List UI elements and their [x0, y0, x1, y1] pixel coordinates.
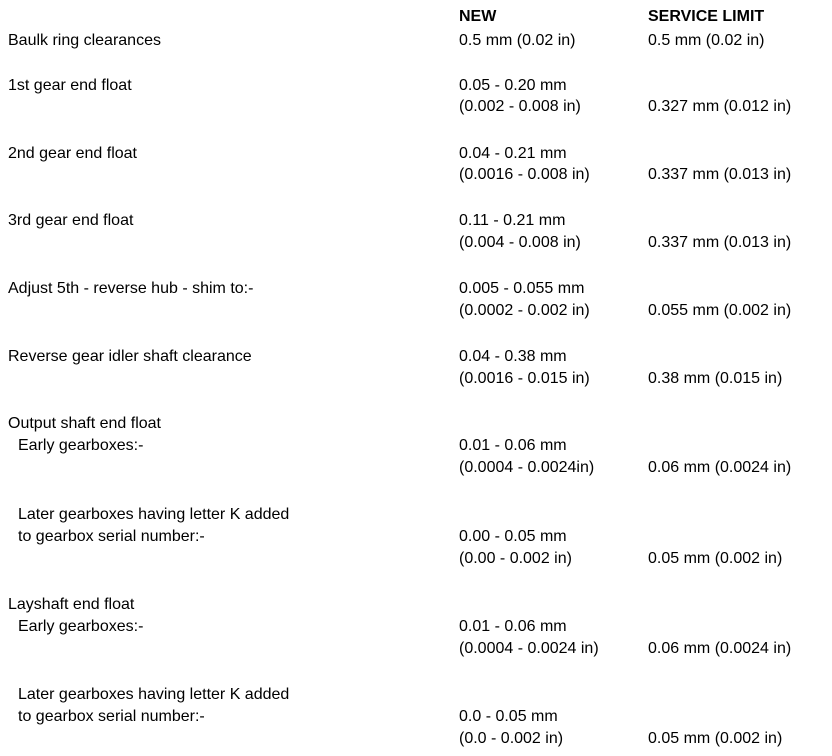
row-limit-value: 0.055 mm (0.002 in): [648, 302, 792, 319]
row-limit-value: 0.337 mm (0.013 in): [648, 166, 792, 183]
row-limit-value: 0.5 mm (0.02 in): [648, 32, 765, 49]
row-sub-label: to gearbox serial number:-: [18, 708, 205, 725]
row-limit-value: 0.05 mm (0.002 in): [648, 730, 783, 747]
row-sub-label: Later gearboxes having letter K added: [18, 506, 290, 523]
row-sub-label: Early gearboxes:-: [18, 437, 144, 454]
row-new-value-mm: 0.005 - 0.055 mm: [459, 280, 585, 297]
row-new-value: 0.5 mm (0.02 in): [459, 32, 576, 49]
row-label: Adjust 5th - reverse hub - shim to:-: [8, 280, 254, 297]
row-label: Output shaft end float: [8, 415, 161, 432]
row-label: Baulk ring clearances: [8, 32, 161, 49]
row-limit-value: 0.38 mm (0.015 in): [648, 370, 783, 387]
row-new-value-in: (0.0016 - 0.015 in): [459, 370, 590, 387]
row-new-value-in: (0.0004 - 0.0024 in): [459, 640, 599, 657]
row-new-value-mm: 0.01 - 0.06 mm: [459, 618, 567, 635]
row-new-value-in: (0.0004 - 0.0024in): [459, 459, 595, 476]
row-new-value-in: (0.004 - 0.008 in): [459, 234, 581, 251]
header-service-limit: SERVICE LIMIT: [648, 8, 765, 25]
row-limit-value: 0.337 mm (0.013 in): [648, 234, 792, 251]
row-label: 3rd gear end float: [8, 212, 134, 229]
row-limit-value: 0.327 mm (0.012 in): [648, 98, 792, 115]
row-new-value-in: (0.0002 - 0.002 in): [459, 302, 590, 319]
row-new-value-mm: 0.04 - 0.21 mm: [459, 145, 567, 162]
row-label: 1st gear end float: [8, 77, 132, 94]
row-limit-value: 0.06 mm (0.0024 in): [648, 459, 792, 476]
row-sub-label: Early gearboxes:-: [18, 618, 144, 635]
row-new-value-mm: 0.04 - 0.38 mm: [459, 348, 567, 365]
row-new-value-mm: 0.01 - 0.06 mm: [459, 437, 567, 454]
row-label: Reverse gear idler shaft clearance: [8, 348, 252, 365]
header-new: NEW: [459, 8, 497, 25]
row-new-value-in: (0.00 - 0.002 in): [459, 550, 572, 567]
row-limit-value: 0.05 mm (0.002 in): [648, 550, 783, 567]
row-new-value-mm: 0.11 - 0.21 mm: [459, 212, 566, 229]
row-new-value-in: (0.0 - 0.002 in): [459, 730, 564, 747]
row-new-value-in: (0.002 - 0.008 in): [459, 98, 581, 115]
row-new-value-mm: 0.0 - 0.05 mm: [459, 708, 558, 725]
row-new-value-mm: 0.00 - 0.05 mm: [459, 528, 567, 545]
row-new-value-in: (0.0016 - 0.008 in): [459, 166, 590, 183]
row-label: Layshaft end float: [8, 596, 135, 613]
row-limit-value: 0.06 mm (0.0024 in): [648, 640, 792, 657]
row-sub-label: Later gearboxes having letter K added: [18, 686, 290, 703]
row-new-value-mm: 0.05 - 0.20 mm: [459, 77, 567, 94]
row-sub-label: to gearbox serial number:-: [18, 528, 205, 545]
row-label: 2nd gear end float: [8, 145, 137, 162]
